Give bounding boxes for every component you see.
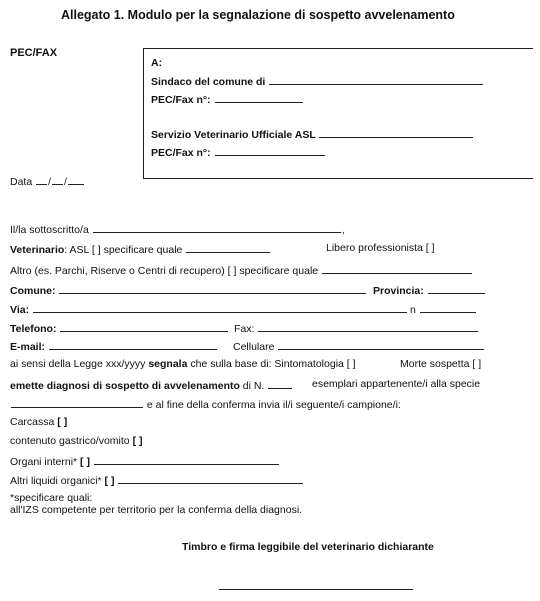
campioni-text: e al fine della conferma invia il/i seguente/i campione/i: <box>146 399 401 411</box>
pec2-label: PEC/Fax n°: <box>151 147 211 159</box>
altro-row <box>10 263 473 277</box>
sottoscritto-row <box>10 222 345 236</box>
veterinario-label: Veterinario <box>10 244 65 256</box>
organi-checkbox[interactable]: [ ] <box>80 456 90 468</box>
asl-checkbox-label[interactable]: : ASL [ ] specificare quale <box>64 244 183 256</box>
telefono-field[interactable] <box>60 321 228 332</box>
morte-sospetta-checkbox[interactable]: Morte sospetta [ ] <box>400 358 482 370</box>
cellulare-field[interactable] <box>278 339 484 350</box>
liquidi-checkbox[interactable]: [ ] <box>104 475 115 487</box>
comune-field[interactable] <box>59 283 366 294</box>
email-row <box>10 339 218 353</box>
comma: , <box>341 224 345 236</box>
email-field[interactable] <box>49 339 217 350</box>
pec2-row <box>151 145 326 159</box>
altro-specify-field[interactable] <box>322 263 472 274</box>
asl-specify-field[interactable] <box>186 242 270 253</box>
sintomatologia-checkbox[interactable]: che sulla base di: Sintomatologia [ ] <box>187 358 356 370</box>
libero-professionista-checkbox[interactable]: Libero professionista [ ] <box>326 242 435 254</box>
emette-diagnosi-text: emette diagnosi di sospetto di avvelenamento <box>10 380 240 392</box>
date-month-field[interactable] <box>52 174 63 185</box>
pec-fax-label: PEC/FAX <box>10 47 58 59</box>
specie-row <box>10 397 401 411</box>
note-specificare: *specificare quali: <box>10 492 93 504</box>
segnala-row <box>10 358 356 370</box>
esemplari-number-field[interactable] <box>268 378 292 389</box>
comune-row <box>10 283 367 297</box>
organi-row <box>10 454 280 468</box>
pec1-field[interactable] <box>215 92 303 103</box>
contenuto-label: contenuto gastrico/vomito <box>10 435 130 447</box>
liquidi-row <box>10 473 304 487</box>
recipient-box <box>143 48 533 179</box>
date-label: Data <box>10 176 33 188</box>
servizio-label: Servizio Veterinario Ufficiale ASL <box>151 129 316 141</box>
civic-number-label: n <box>410 304 416 316</box>
telefono-label: Telefono: <box>10 323 57 335</box>
fax-row <box>234 321 479 335</box>
cellulare-row <box>233 339 485 353</box>
sottoscritto-label: Il/la sottoscritto/a <box>10 224 89 236</box>
provincia-field[interactable] <box>428 283 485 294</box>
via-label: Via: <box>10 304 30 316</box>
provincia-row <box>373 283 486 297</box>
diagnosi-row <box>10 378 293 392</box>
comune-label: Comune: <box>10 285 56 297</box>
pec2-field[interactable] <box>215 145 325 156</box>
servizio-asl-field[interactable] <box>319 127 473 138</box>
esemplari-text: esemplari appartenente/i alla specie <box>312 378 481 390</box>
date-day-field[interactable] <box>36 174 47 185</box>
liquidi-label: Altri liquidi organici* <box>10 475 105 487</box>
date-row <box>10 174 85 188</box>
sindaco-row <box>151 74 484 88</box>
pec1-label: PEC/Fax n°: <box>151 94 211 106</box>
page-title: Allegato 1. Modulo per la segnalazione di sospetto avvelenamento <box>61 8 455 22</box>
contenuto-row[interactable] <box>10 435 143 447</box>
legge-text: ai sensi della Legge xxx/yyyy <box>10 358 149 370</box>
specie-field[interactable] <box>11 397 143 408</box>
contenuto-checkbox[interactable]: [ ] <box>132 435 143 447</box>
carcassa-row[interactable] <box>10 416 67 428</box>
organi-field[interactable] <box>94 454 279 465</box>
recipient-a-label: A: <box>151 57 163 69</box>
veterinario-row <box>10 242 271 256</box>
altro-checkbox-label[interactable]: Altro (es. Parchi, Riserve o Centri di recupero) [ ] specificare quale <box>10 265 319 277</box>
date-year-field[interactable] <box>68 174 84 185</box>
organi-label: Organi interni* <box>10 456 81 468</box>
cellulare-label: Cellulare <box>233 341 275 353</box>
fax-label: Fax: <box>234 323 255 335</box>
sottoscritto-field[interactable] <box>93 222 341 233</box>
civic-number-field[interactable] <box>420 302 476 313</box>
carcassa-checkbox[interactable]: [ ] <box>57 416 68 428</box>
servizio-row <box>151 127 474 141</box>
via-row <box>10 302 408 316</box>
sindaco-comune-field[interactable] <box>269 74 483 85</box>
civic-number-row <box>410 302 477 316</box>
note-izs: all'IZS competente per territorio per la conferma della diagnosi. <box>10 504 303 516</box>
provincia-label: Provincia: <box>373 285 424 297</box>
date-separator: / <box>48 176 52 188</box>
date-separator: / <box>64 176 67 188</box>
via-field[interactable] <box>33 302 407 313</box>
telefono-row <box>10 321 229 335</box>
email-label: E-mail: <box>10 341 46 353</box>
fax-field[interactable] <box>258 321 478 332</box>
signature-label: Timbro e firma leggibile del veterinario dichiarante <box>182 541 434 553</box>
segnala-text: segnala <box>148 358 188 370</box>
sindaco-label: Sindaco del comune di <box>151 76 266 88</box>
carcassa-label: Carcassa <box>10 416 55 428</box>
pec1-row <box>151 92 304 106</box>
liquidi-field[interactable] <box>118 473 303 484</box>
di-n-label: di N. <box>239 380 265 392</box>
signature-line[interactable] <box>219 589 413 590</box>
